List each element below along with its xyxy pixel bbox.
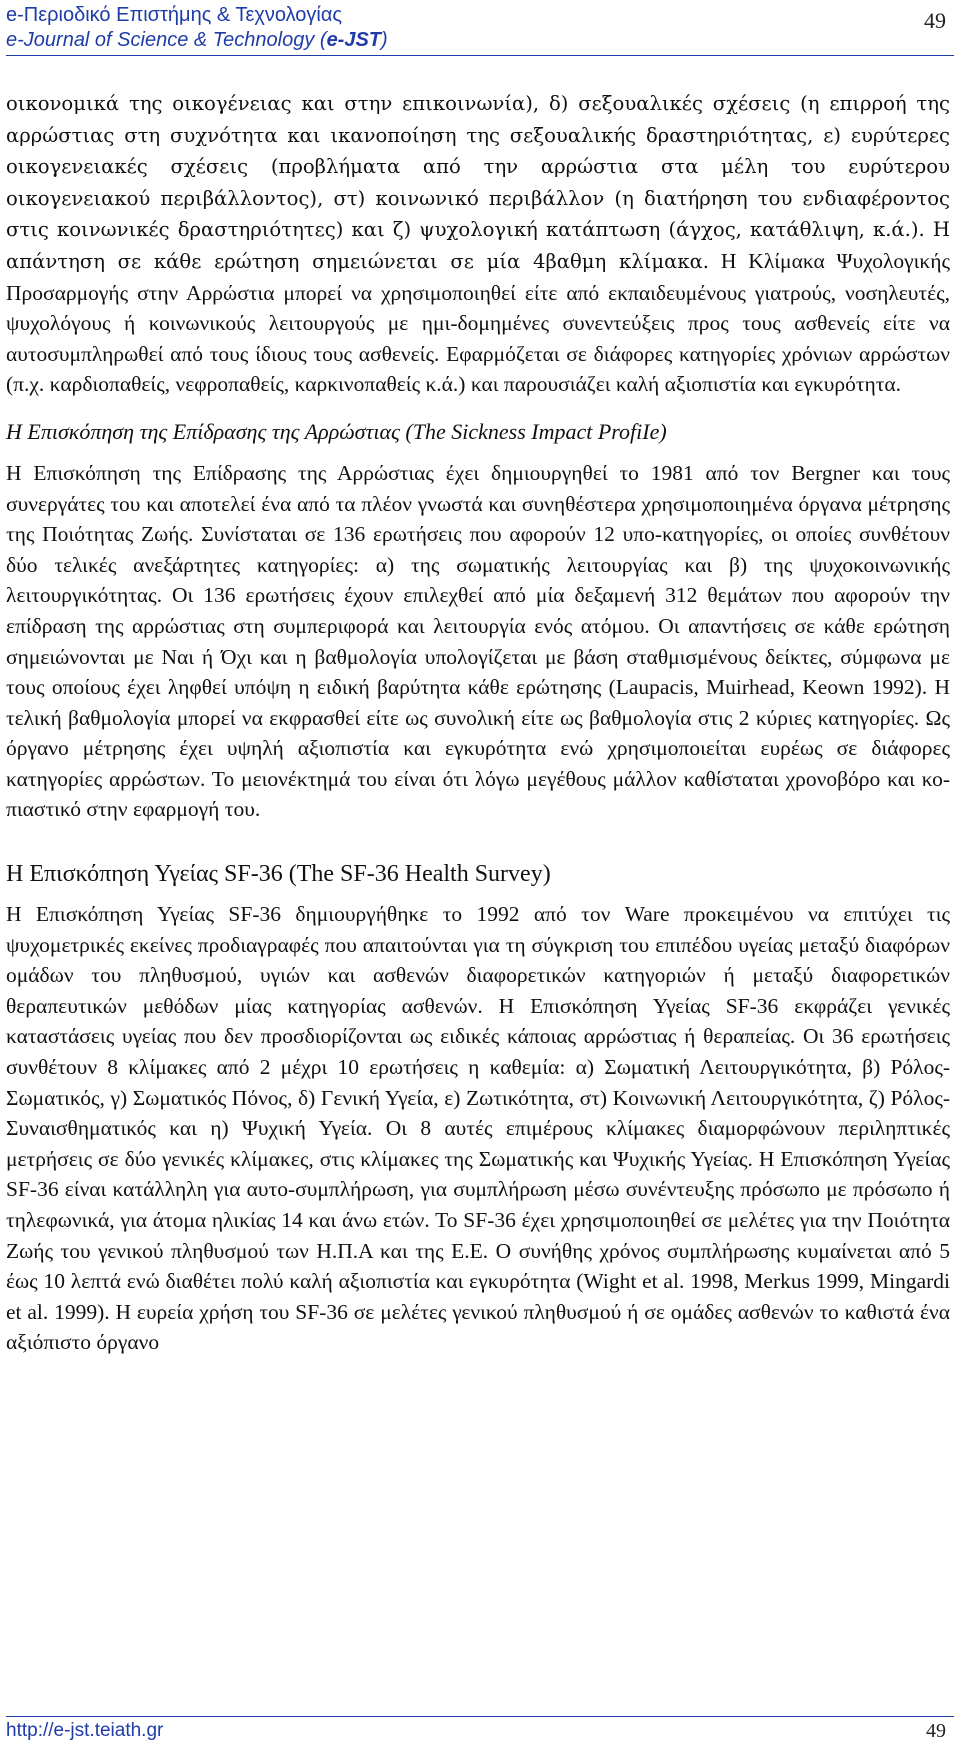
journal-abbreviation: e-JST bbox=[326, 29, 382, 51]
footer-page-number: 49 bbox=[926, 1720, 946, 1742]
header-page-number: 49 bbox=[924, 8, 946, 33]
journal-title-close: ) bbox=[381, 29, 388, 51]
sickness-impact-profile-paragraph: Η Επισκόπηση της Επίδρασης της Αρρώστιας έχει δημιουργηθεί το 1981 από τον Bergner και τους συνεργάτες του και αποτελεί ένα από τα πλέον γνωστά και συνηθέστερα χρησιμοποιημένα όργανα μέτρησης της Ποιότητας Ζωής. Συνίσταται σε 136 ερωτήσεις που αφορούν 12 υπο-κατηγορίες, οι οποίες συνθέτουν δύο τελικές ανεξάρτητες κατηγορίες: α) της σωματικής λειτουργίας και β) της ψυχοκοινωνικής λειτουργικότητας. Οι 136 ερωτήσεις έχουν επιλεχθεί από μία δεξαμενή 312 θεμάτων που αφορούν την επίδραση της αρρώστιας στη συμπεριφορά και λειτουργία ενός ατόμου. Οι απαντήσεις σε κάθε ερώτηση σημειώνονται με Ναι ή Όχι και η βαθμολογία υπολογίζεται με βάση σταθμισμένους δείκτες, σύμφωνα με τους οποίους έχει ληφθεί υπόψη η ειδική βαρύτητα κάθε ερώτησης (Laupacis, Muirhead, Keown 1992). Η τελική βαθμολογία μπορεί να εκφρασθεί είτε ως συνολική είτε ως βαθμολογία στις 2 κύριες κατηγορίες. Ως όργανο μέτρησης έχει υψηλή αξιοπιστία και εγκυρότητα ενώ χρησιμοποιείται ευρέως σε διάφορες κατηγορίες αρρώστων. Το μειονέκτημά του είναι ότι λόγω μεγέθους μάλλον καθίσταται χρονοβόρο και κο-πιαστικό στην εφαρμογή του. bbox=[6, 460, 950, 822]
sf36-paragraph: Η Επισκόπηση Υγείας SF-36 δημιουργήθηκε το 1992 από τον Ware προκειμένου να επιτύχει τις ψυχομετρικές εκείνες προδιαγραφές που απαιτούνται για τη σύγκριση του επιπέδου υγείας μεταξύ διαφόρων ομάδων του πληθυσμού, υγιών και ασθενών διαφορετικών κατηγοριών ή μεταξύ διαφορετικών θεραπευτικών μεθόδων μίας κατηγορίας ασθενών. Η Επισκόπηση Υγείας SF-36 εκφράζει γενικές καταστάσεις υγείας που δεν προσδιορίζονται ως ειδικές κάποιας αρρώστιας ή θεραπείας. Οι 36 ερωτήσεις συνθέτουν 8 κλίμακες από 2 μέχρι 10 ερωτήσεις η καθεμία: α) Σωματική Λειτουργικότητα, β) Ρόλος-Σωματικός, γ) Σωματικός Πόνος, δ) Γενική Υγεία, ε) Ζωτικότητα, στ) Κοινωνική Λειτουργικότητα, ζ) Ρόλος-Συναισθηματικός και η) Ψυχική Υγεία. Οι 8 αυτές επιμέρους κλίμακες διαμορφώνουν περιληπτικές μετρήσεις σε δύο γενικές κλίμακες, στις κλίμακες της Σωματικής και Ψυχικής Υγείας. Η Επισκόπηση Υγείας SF-36 είναι κατάλληλη για αυτο-συμπλήρωση, για συμπλήρωση μέσω συνέντευξης πρόσωπο με πρόσωπο ή τηλεφωνικά, για άτομα ηλικίας 14 και άνω ετών. Το SF-36 έχει χρησιμοποιηθεί σε μελέτες για την Ποιότητα Ζωής του γενικού πληθυσμού των Η.Π.Α και της Ε.Ε. Ο συνήθης χρόνος συμπλήρωσης κυμαίνεται από 5 έως 10 λεπτά ενώ διαθέτει πολύ καλή αξιοπιστία και εγκυρότητα (Wight et al. 1998, Merkus 1999, Mingardi et al. 1999). Η ευρεία χρήση του SF-36 σε μελέτες γενικού πληθυσμού ή σε ομάδες ασθενών το καθιστά ένα αξιόπιστο όργανο bbox=[6, 902, 950, 1355]
section-heading-sickness-impact-profile: Η Επισκόπηση της Επίδρασης της Αρρώστιας (The Sickness Impact ProfiIe) bbox=[6, 418, 667, 444]
journal-title-english-text: e-Journal of Science & Technology ( bbox=[6, 29, 327, 51]
article-body bbox=[6, 88, 950, 1358]
journal-title-english bbox=[6, 29, 388, 52]
page-footer bbox=[6, 1716, 954, 1745]
footer-url-link[interactable]: http://e-jst.teiath.gr bbox=[6, 1720, 164, 1741]
continued-paragraph-part2: Η Κλίμακα Ψυχολογικής Προσαρμογής στην Αρρώστια μπορεί να χρησιμοποιηθεί είτε από εκπαιδευμένους γιατρούς, νοσηλευτές, ψυχολόγους ή κοινωνικούς λειτουργούς με ημι-δομημένες συνεντεύξεις προς τους ασθενείς είτε να αυτοσυμπληρωθεί από τους ίδιους τους ασθενείς. Εφαρμόζεται σε διάφορες κατηγορίες χρόνιων αρρώστων (π.χ. καρδιοπαθείς, νεφροπαθείς, καρκινοπαθείς κ.ά.) και παρουσιάζει καλή αξιοπιστία και εγκυρότητα. bbox=[6, 248, 950, 397]
footer-divider bbox=[6, 1716, 954, 1717]
header-divider bbox=[6, 55, 954, 56]
section-heading-sf36: Η Επισκόπηση Υγείας SF-36 (The SF-36 Health Survey) bbox=[6, 861, 551, 888]
page-header bbox=[6, 0, 954, 55]
continued-paragraph-part1: οικονομικά της οικογένειας και στην επικοινωνία), δ) σεξουαλικές σχέσεις (η επιρροή της αρρώστιας στη συχνότητα και ικανοποίηση της σεξουαλικής δραστηριότητας, ε) ευρύτερες οικογενειακές σχέσεις (προβλήματα από την αρρώστια στα μέλη του ευρύτερου οικογενειακού περιβάλλοντος), στ) κοινωνικό περιβάλλον (η διατήρηση του ενδιαφέροντος στις κοινωνικές δραστηριότητες) και ζ) ψυχολογική κατάπτωση (άγχος, κατάθλιψη, κ.ά.). Η απάντηση σε κάθε ερώτηση σημειώνεται σε μία 4βαθμη κλίμακα. bbox=[6, 92, 950, 273]
continued-paragraph bbox=[6, 88, 950, 400]
journal-title-greek: e-Περιοδικό Επιστήμης & Τεχνολογίας bbox=[6, 4, 343, 26]
